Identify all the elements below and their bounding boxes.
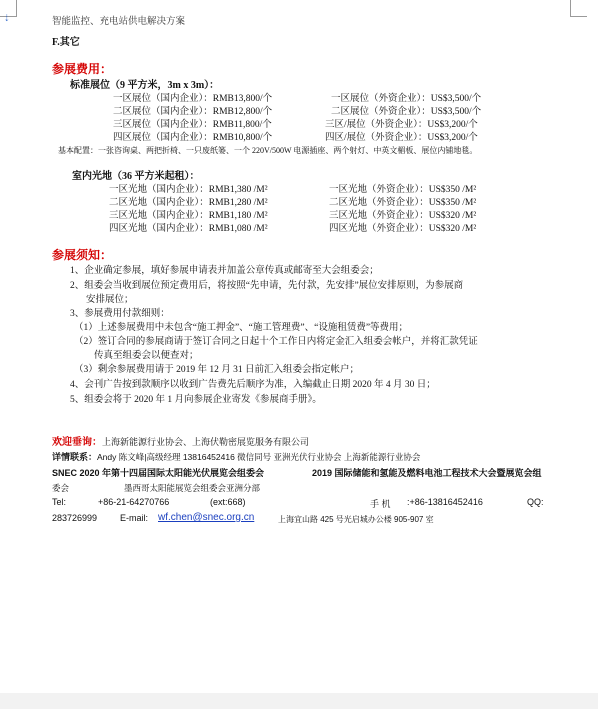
contact-line-2: [52, 450, 420, 463]
standard-row-foreign: 二区展位（外资企业）：US$3,500/个: [331, 107, 482, 117]
committee-suffix: 委会: [52, 483, 70, 493]
indoor-row-domestic: 一区光地（国内企业）：RMB1,380 /M²: [109, 185, 268, 195]
page-header-title: 智能监控、充电站供电解决方案: [52, 17, 186, 27]
contact-orgs: 上海新能源行业协会、上海伏勒密展览服务有限公司: [102, 437, 310, 447]
indoor-row-foreign: 三区光地（外资企业）：US$320 /M²: [329, 211, 477, 221]
standard-row-foreign: 三区/展位（外资企业）：US$3,200/个: [325, 120, 478, 130]
standard-row-domestic: 四区展位（国内企业）：RMB10,800/个: [113, 133, 273, 143]
notice-item: （2）签订合同的参展商请于签订合同之日起十个工作日内将定金汇入组委会帐户，并将汇款凭证: [74, 337, 478, 347]
mexico-committee: 墨西哥太阳能展览会组委会亚洲分部: [124, 483, 261, 493]
detail-text: Andy 陈文峰|高级经理 13816452416 微信同号 亚洲光伏行业协会 上海新能源行业协会: [97, 452, 421, 462]
notice-item: （3）剩余参展费用请于 2019 年 12 月 31 日前汇入组委会指定帐户；: [74, 365, 360, 375]
tel-label: Tel:: [52, 497, 67, 507]
standard-row-foreign: 一区展位（外资企业）：US$3,500/个: [331, 94, 482, 104]
snec-left: SNEC 2020 年第十四届国际太阳能光伏展览会组委会: [52, 468, 265, 478]
page-bottom-bar: [0, 693, 598, 709]
tel-ext: (ext:668): [210, 497, 246, 507]
snec-right: 2019 国际储能和氢能及燃料电池工程技术大会暨展览会组: [312, 468, 542, 478]
indoor-row-foreign: 一区光地（外资企业）：US$350 /M²: [329, 185, 477, 195]
notice-item: 安排展位；: [86, 295, 134, 305]
tel-value: +86-21-64270766: [98, 497, 170, 507]
contact-line-1: [52, 433, 309, 448]
notice-item: （1）上述参展费用中未包含“施工押金”、“施工管理费”、“设施租赁费”等费用；: [74, 323, 409, 333]
indoor-space-title: 室内光地（36 平方米起租）：: [72, 171, 200, 182]
mobile-value: :+86-13816452416: [407, 497, 483, 507]
qq-value: 283726999: [52, 513, 98, 523]
indoor-row-domestic: 三区光地（国内企业）：RMB1,180 /M²: [109, 211, 268, 221]
qq-label: QQ:: [527, 497, 544, 507]
notice-item: 2、组委会当收到展位预定费用后，将按照“先申请，先付款，先安排”展位安排原则，为参展商: [70, 281, 464, 291]
notice-item: 传真至组委会以便查对；: [94, 351, 199, 361]
standard-row-foreign: 四区/展位（外资企业）：US$3,200/个: [325, 133, 478, 143]
corner-mark-top-right: [570, 0, 587, 17]
standard-row-domestic: 三区展位（国内企业）：RMB11,800/个: [113, 120, 272, 130]
standard-row-domestic: 一区展位（国内企业）：RMB13,800/个: [113, 94, 273, 104]
notice-item: 4、会刊广告按到款顺序以收到广告费先后顺序为准，入编截止日期 2020 年 4 月 30 日；: [70, 380, 436, 390]
address: 上海宜山路 425 号光启城办公楼 905-907 室: [278, 515, 434, 524]
email-link[interactable]: wf.chen@snec.org.cn: [158, 512, 255, 523]
indoor-row-domestic: 四区光地（国内企业）：RMB1,080 /M²: [109, 224, 268, 234]
detail-label: 详情联系：: [52, 452, 98, 462]
notice-item: 5、组委会将于 2020 年 1 月向参展企业寄发《参展商手册》。: [70, 395, 322, 405]
indoor-row-domestic: 二区光地（国内企业）：RMB1,280 /M²: [109, 198, 268, 208]
notice-item: 3、参展费用付款细则：: [70, 309, 170, 319]
anchor-icon: ⇣: [3, 13, 11, 23]
standard-row-domestic: 二区展位（国内企业）：RMB12,800/个: [113, 107, 273, 117]
contact-heading: 欢迎垂询：: [52, 437, 102, 448]
basic-config-note: 基本配置：一张咨询桌、两把折椅、一只废纸篓、一个 220V/500W 电源插座、两个射灯、中英文楣板、展位内铺地毯。: [58, 146, 478, 155]
standard-booth-title: 标准展位（9 平方米，3m x 3m）：: [70, 80, 220, 91]
email-label: E-mail:: [120, 513, 149, 523]
section-title: F.其它: [52, 37, 80, 48]
mobile-label: 手 机: [370, 499, 391, 509]
indoor-row-foreign: 二区光地（外资企业）：US$350 /M²: [329, 198, 477, 208]
notice-item: 1、企业确定参展，填好参展申请表并加盖公章传真或邮寄至大会组委会；: [70, 266, 379, 276]
indoor-row-foreign: 四区光地（外资企业）：US$320 /M²: [329, 224, 477, 234]
fees-heading: 参展费用：: [52, 62, 113, 76]
notice-heading: 参展须知：: [52, 248, 113, 262]
